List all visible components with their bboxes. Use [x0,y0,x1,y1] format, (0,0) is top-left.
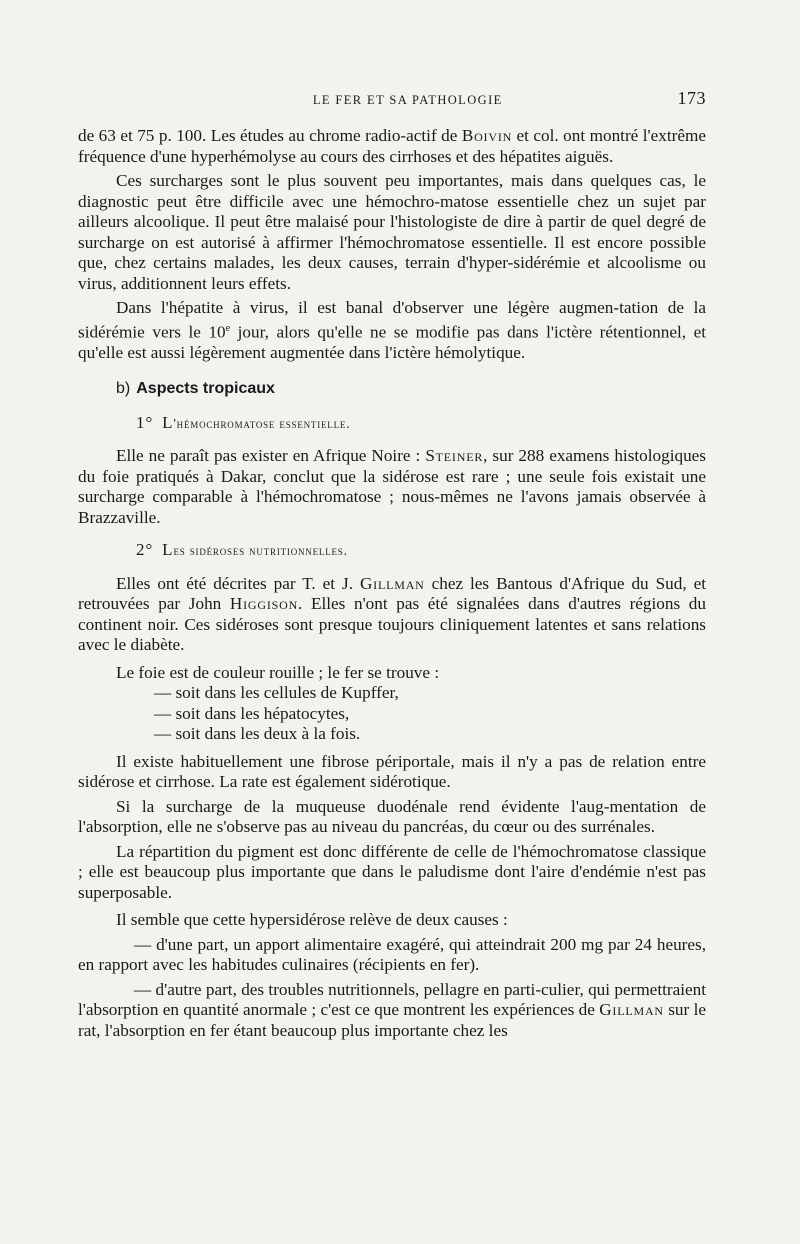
paragraph: La répartition du pigment est donc différente de celle de l'hémochromatose classique ; elle est beaucoup plus importante que dans le paludisme dont l'aire d'endémie n'est pas superposable. [78,841,706,902]
body-text [78,126,706,1041]
author-name: Gillman [599,1000,664,1020]
page-number: 173 [677,88,706,108]
author-name: Gillman [359,573,425,593]
paragraph: de 63 et 75 p. 100. Les études au chrome radio-actif de Boivin et col. ont montré l'extrême fréquence d'une hyperhémolyse au cours des cirrhoses et des hépatites aiguës. [78,126,706,166]
paragraph: Dans l'hépatite à virus, il est banal d'observer une légère augmen-tation de la sidérémie vers le 10e jour, alors qu'elle ne se modifie pas dans l'ictère rétentionnel, et qu'elle est aussi légèrement augmentée dans l'ictère hémolytique. [78,298,706,362]
paragraph: Ces surcharges sont le plus souvent peu importantes, mais dans quelques cas, le diagnostic peut être difficile avec une hémochro-matose essentielle chez un sujet par ailleurs alcoolique. Il peut être malaisé pour l'histologiste de dire à partir de quel degré de surcharge on est autorisé à affirmer l'hémochromatose essentielle. Il est encore possible que, chez certains malades, les deux causes, terrain d'hyper-sidérémie et alcoolisme ou virus, additionnent leurs effets. [78,171,706,293]
list-item: — soit dans les hépatocytes, [154,703,350,723]
subheading: 2° Les sidéroses nutritionnelles. [136,540,348,560]
paragraph: Elle ne paraît pas exister en Afrique Noire : Steiner, sur 288 examens histologiques du foie pratiqués à Dakar, conclut que la sidérose est rare ; une seule fois existait une surcharge comparable à l'hémochromatose ; nous-mêmes ne l'avons jamais observée à Brazzaville. [78,446,706,527]
list-item: — soit dans les deux à la fois. [154,724,361,744]
paragraph: Il existe habituellement une fibrose périportale, mais il n'y a pas de relation entre sidérose et cirrhose. La rate est également sidérotique. [78,751,706,792]
paragraph: — d'une part, un apport alimentaire exagéré, qui atteindrait 200 mg par 24 heures, en rapport avec les habitudes culinaires (récipients en fer). [78,934,706,975]
paragraph: — d'autre part, des troubles nutritionnels, pellagre en parti-culier, qui permettraient l'absorption en quantité anormale ; c'est ce que montrent les expériences de Gillman sur le rat, l'absorption en fer étant beaucoup plus importante chez les [78,979,706,1040]
paragraph: Le foie est de couleur rouille ; le fer se trouve : [116,662,440,682]
author-name: Boivin [461,126,513,145]
paragraph: Il semble que cette hypersidérose relève de deux causes : [116,910,508,930]
running-title: LE FER ET SA PATHOLOGIE [312,93,503,107]
paragraph: Elles ont été décrites par T. et J. Gillman chez les Bantous d'Afrique du Sud, et retrouvées par John Higgison. Elles n'ont pas été signalées dans d'autres régions du continent noir. Ces sidéroses sont presque toujours cliniquement latentes et sans relations avec le diabète. [78,573,706,655]
section-heading: b) Aspects tropicaux [116,380,275,398]
paragraph: Si la surcharge de la muqueuse duodénale rend évidente l'aug-mentation de l'absorption, elle ne s'observe pas au niveau du pancréas, du cœur ou des surrénales. [78,796,706,837]
subheading: 1° L'hémochromatose essentielle. [136,412,351,432]
page-header [78,88,706,109]
list-item: — soit dans les cellules de Kupffer, [154,683,399,703]
author-name: Steiner [425,446,484,466]
author-name: Higgison [229,594,299,614]
